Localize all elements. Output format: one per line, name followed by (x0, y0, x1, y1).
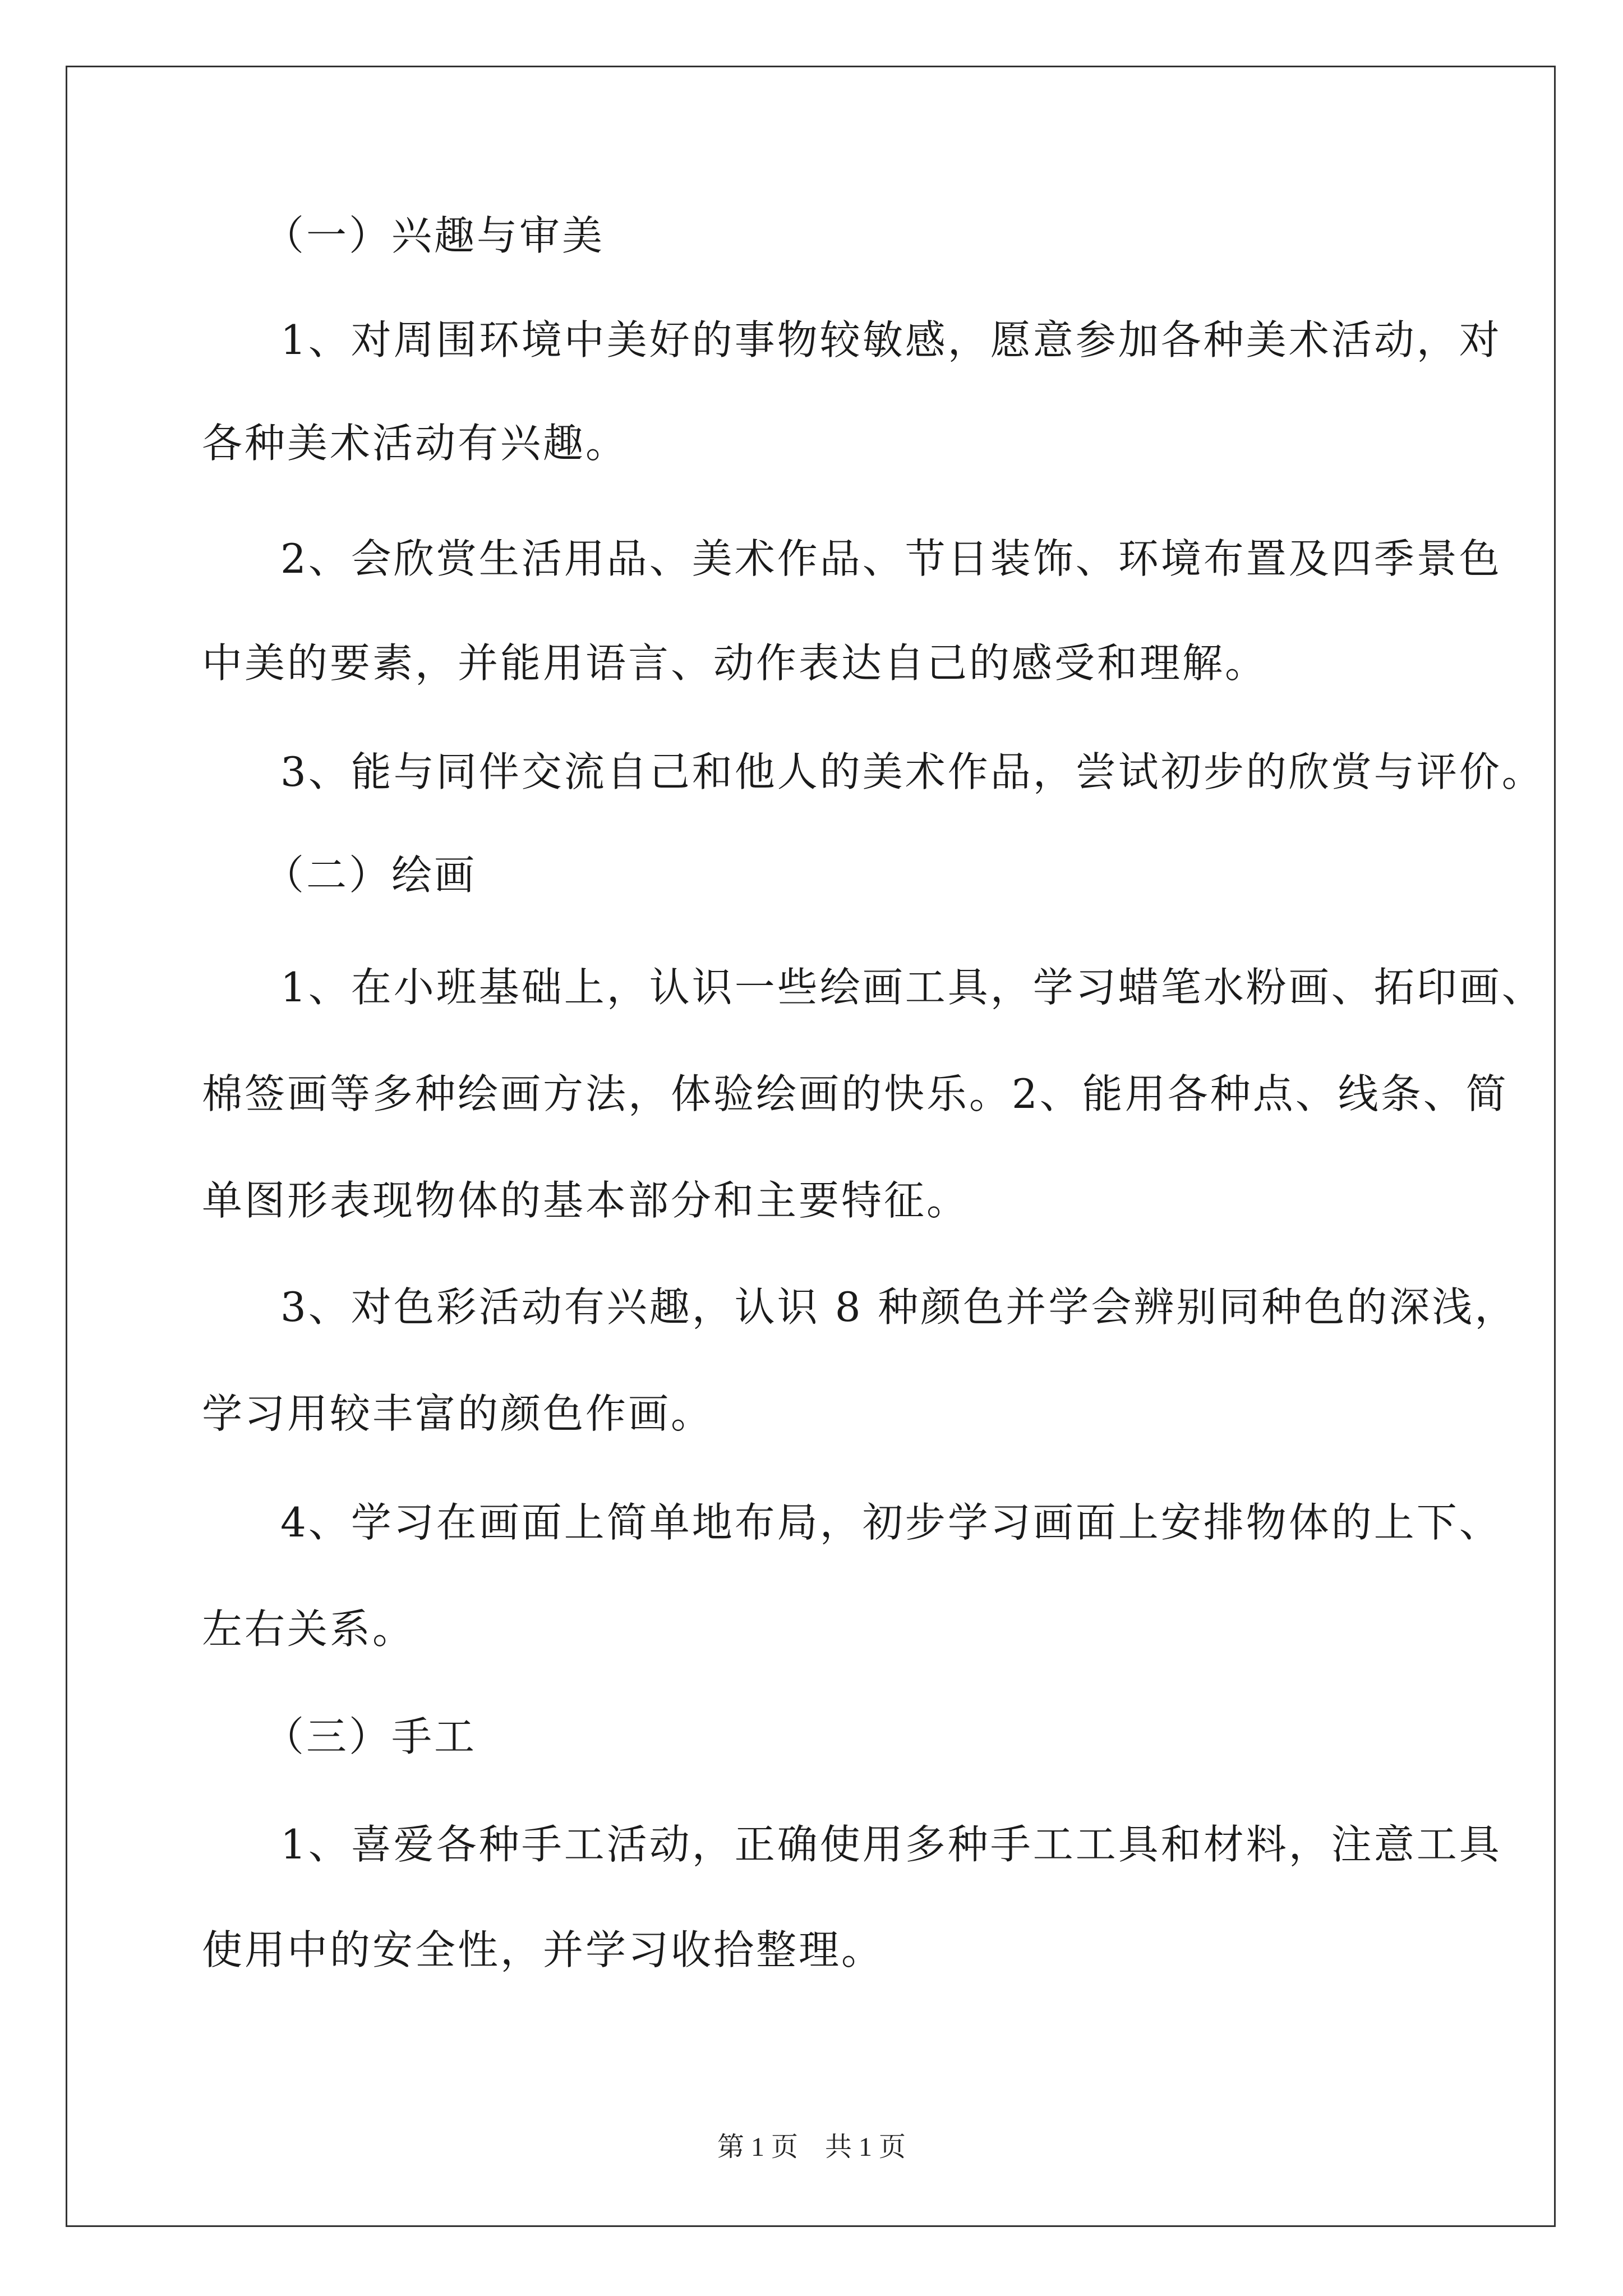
paragraph-line: 4、学习在画面上简单地布局，初步学习画面上安排物体的上下、 (280, 1499, 1502, 1546)
paragraph-line: 中美的要素，并能用语言、动作表达自己的感受和理解。 (202, 639, 1268, 687)
section-heading: （一）兴趣与审美 (264, 212, 605, 259)
paragraph-line: 3、能与同伴交流自己和他人的美术作品，尝试初步的欣赏与评价。 (280, 748, 1544, 795)
paragraph-line: 单图形表现物体的基本部分和主要特征。 (202, 1177, 970, 1224)
page-number-footer: 第 1 页 共 1 页 (717, 2132, 906, 2162)
paragraph-line: 1、在小班基础上，认识一些绘画工具，学习蜡笔水粉画、拓印画、 (280, 964, 1544, 1011)
paragraph-line: 2、会欣赏生活用品、美术作品、节日装饰、环境布置及四季景色 (280, 535, 1502, 582)
paragraph-line: 棉签画等多种绘画方法，体验绘画的快乐。2、能用各种点、线条、简 (202, 1070, 1509, 1117)
paragraph-line: 学习用较丰富的颜色作画。 (202, 1390, 714, 1437)
paragraph-line: 3、对色彩活动有兴趣，认识 8 种颜色并学会辨别同种色的深浅， (280, 1283, 1518, 1331)
section-heading: （二）绘画 (264, 852, 477, 899)
paragraph-line: 各种美术活动有兴趣。 (202, 420, 629, 467)
section-heading: （三）手工 (264, 1713, 477, 1760)
paragraph-line: 使用中的安全性，并学习收拾整理。 (202, 1926, 884, 1973)
paragraph-line: 1、喜爱各种手工活动，正确使用多种手工工具和材料，注意工具 (280, 1821, 1502, 1868)
page-border (66, 66, 1556, 2227)
paragraph-line: 1、对周围环境中美好的事物较敏感，愿意参加各种美术活动，对 (280, 316, 1502, 364)
paragraph-line: 左右关系。 (202, 1605, 416, 1653)
